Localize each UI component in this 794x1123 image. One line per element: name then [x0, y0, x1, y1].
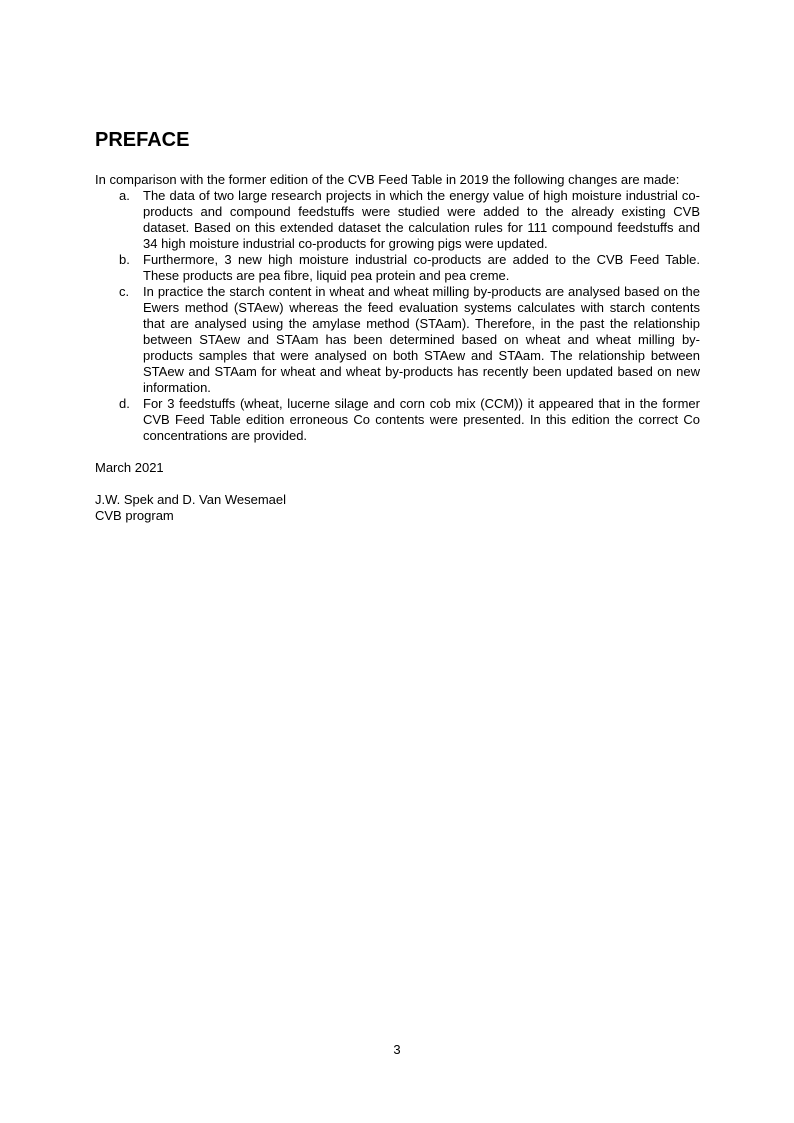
- author-names: J.W. Spek and D. Van Wesemael: [95, 492, 286, 507]
- change-text: For 3 feedstuffs (wheat, lucerne silage and corn cob mix (CCM)) it appeared that in the former CVB Feed Table edition erroneous Co contents were presented. In this edition the correct Co concentrations are provided.: [143, 396, 700, 443]
- page-number: 3: [393, 1042, 401, 1057]
- author-organization: CVB program: [95, 508, 174, 523]
- change-item-d: [95, 396, 700, 444]
- change-letter: b.: [119, 252, 130, 267]
- change-text: In practice the starch content in wheat and wheat milling by-products are analysed based on the Ewers method (STAew) whereas the feed evaluation systems calculates with starch contents that are analysed using the amylase method (STAam). Therefore, in the past the relationship between STAew and STAam has been determined based on wheat and wheat milling by-products samples that were analysed on both STAew and STAam. The relationship between STAew and STAam for wheat and wheat by-products has recently been updated based on new information.: [143, 284, 700, 395]
- change-item-a: [95, 188, 700, 252]
- preface-body: [95, 172, 700, 524]
- page-title: PREFACE: [95, 129, 190, 151]
- date: March 2021: [95, 460, 164, 475]
- intro-paragraph: In comparison with the former edition of the CVB Feed Table in 2019 the following changes are made:: [95, 172, 680, 187]
- change-letter: a.: [119, 188, 130, 203]
- change-item-c: [95, 284, 700, 396]
- changes-list: [95, 188, 700, 444]
- change-text: The data of two large research projects in which the energy value of high moisture industrial co-products and compound feedstuffs were studied were added to the already existing CVB dataset. Based on this extended dataset the calculation rules for 111 compound feedstuffs and 34 high moisture industrial co-products for growing pigs were updated.: [143, 188, 700, 251]
- change-item-b: [95, 252, 700, 284]
- change-letter: d.: [119, 396, 130, 411]
- authors-block: [95, 492, 700, 524]
- change-letter: c.: [119, 284, 130, 299]
- change-text: Furthermore, 3 new high moisture industrial co-products are added to the CVB Feed Table. These products are pea fibre, liquid pea protein and pea creme.: [143, 252, 700, 283]
